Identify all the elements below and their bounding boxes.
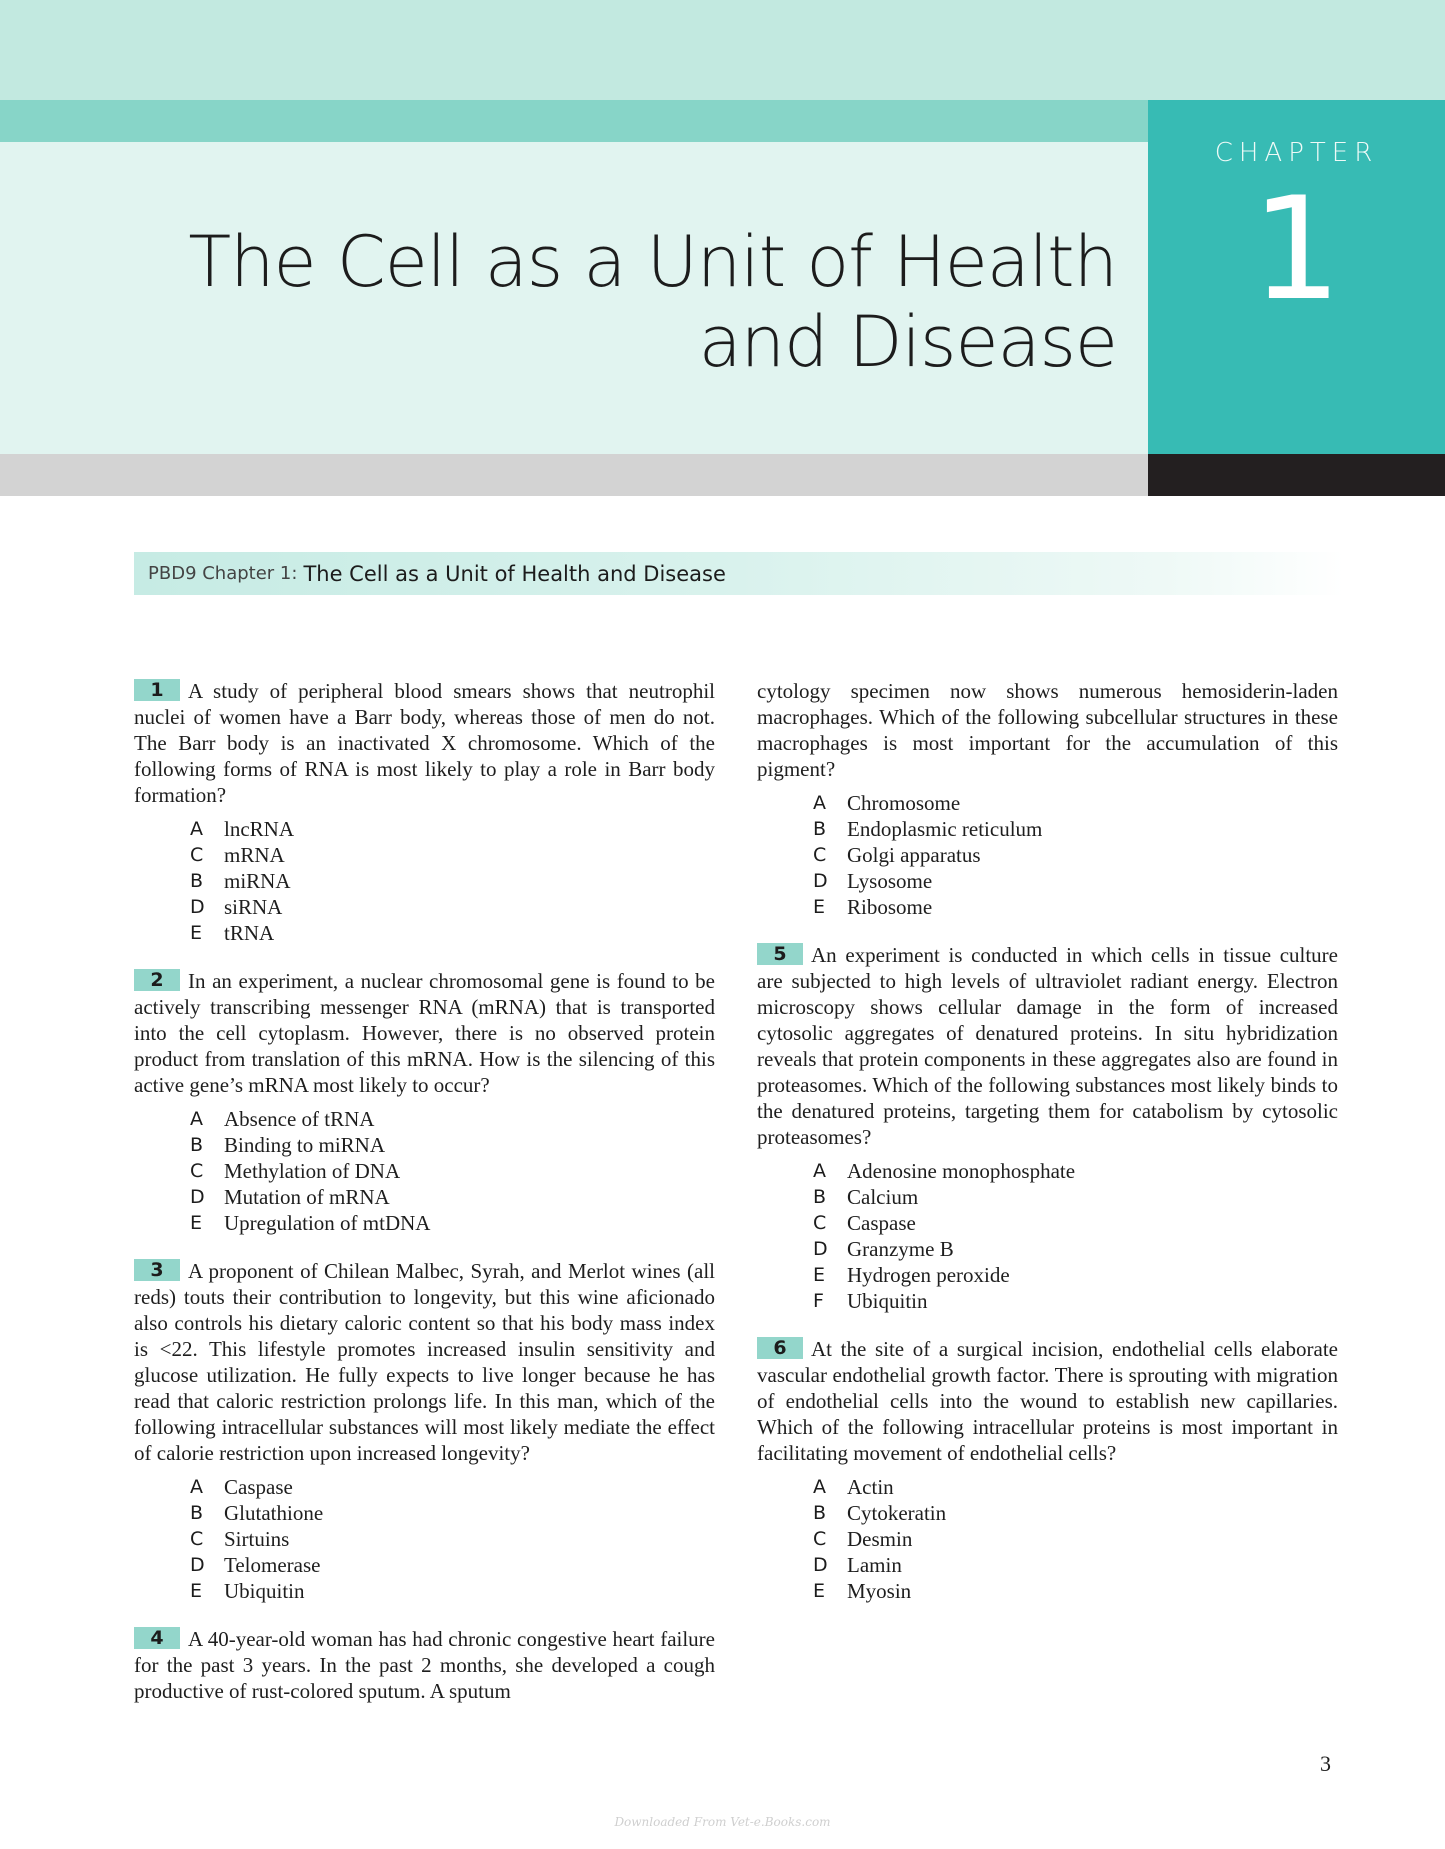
option-text: Ribosome [847,895,933,919]
option-text: Binding to miRNA [224,1133,386,1157]
question-4-continued [757,678,1338,920]
option-text: Absence of tRNA [224,1107,375,1131]
option-letter: A [190,1476,203,1498]
left-column [134,678,715,1726]
answer-option [813,1288,1338,1314]
option-letter: B [190,870,204,892]
answer-option [813,1552,1338,1578]
question-2 [134,968,715,1236]
question-number-badge: 5 [757,943,803,965]
question-text [757,1336,1338,1466]
answer-option [813,1262,1338,1288]
option-text: Sirtuins [224,1527,290,1551]
question-number-badge: 6 [757,1337,803,1359]
question-number-badge: 1 [134,679,180,701]
option-letter: B [813,1186,827,1208]
option-text: Golgi apparatus [847,843,981,867]
answer-option [190,1552,715,1578]
option-text: Upregulation of mtDNA [224,1211,431,1235]
question-3 [134,1258,715,1604]
answer-option [190,1500,715,1526]
answer-option [190,816,715,842]
answer-options [813,1474,1338,1604]
option-letter: B [813,1502,827,1524]
question-text [134,678,715,808]
question-stem: A proponent of Chilean Malbec, Syrah, and Merlot wines (all reds) touts their contribution to longevity, but this wine aficionado also controls his dietary caloric content so that his body mass index is <22. This lifestyle promotes increased insulin sensitivity and glucose utilization. He fully expects to live longer because he has read that caloric restriction prolongs life. In this man, which of the following intracellular substances will most likely mediate the effect of calorie restriction upon increased longevity? [134,1259,715,1465]
chapter-title [188,222,1117,382]
chapter-box-footer [1148,454,1445,496]
question-stem: An experiment is conducted in which cells in tissue culture are subjected to high levels of ultraviolet radiant energy. Electron microscopy shows cellular damage in the form of increased cytosolic aggregates of denatured proteins. In situ hybridization reveals that protein components in these aggregates also are found in proteasomes. Which of the following substances most likely binds to the denatured proteins, targeting them for catabolism by cytosolic proteasomes? [757,943,1338,1149]
watermark: Downloaded From Vet-e.Books.com [614,1815,831,1829]
answer-option [190,894,715,920]
question-4 [134,1626,715,1704]
reference-prefix: PBD9 Chapter 1: [148,563,298,584]
option-letter: D [190,1186,205,1208]
option-text: Endoplasmic reticulum [847,817,1043,841]
option-letter: E [813,1580,826,1602]
answer-option [190,1210,715,1236]
answer-option [190,920,715,946]
option-text: Ubiquitin [224,1579,305,1603]
option-text: Calcium [847,1185,919,1209]
option-letter: C [813,1528,827,1550]
option-letter: C [190,1528,204,1550]
page-number: 3 [1320,1751,1331,1776]
question-number-badge: 4 [134,1627,180,1649]
question-stem: At the site of a surgical incision, endothelial cells elaborate vascular endothelial growth factor. There is sprouting with migration of endothelial cells into the wound to establish new capillaries. Which of the following intracellular proteins is most important in facilitating movement of endothelial cells? [757,1337,1338,1465]
answer-option [813,1184,1338,1210]
option-letter: A [813,1476,826,1498]
chapter-title-line-2: and Disease [698,301,1117,383]
option-letter: E [190,922,203,944]
answer-option [813,816,1338,842]
header-top-band [0,0,1445,100]
answer-option [190,1158,715,1184]
option-text: Myosin [847,1579,912,1603]
answer-option [813,868,1338,894]
option-text: Methylation of DNA [224,1159,401,1183]
answer-option [190,1578,715,1604]
answer-options [190,1106,715,1236]
answer-option [813,842,1338,868]
option-letter: D [813,1238,828,1260]
chapter-label: CHAPTER [1214,138,1379,168]
option-letter: D [813,870,828,892]
question-1 [134,678,715,946]
option-letter: C [190,844,204,866]
answer-option [190,868,715,894]
answer-option [813,1210,1338,1236]
option-letter: B [190,1134,204,1156]
option-text: Telomerase [224,1553,321,1577]
question-number-badge: 2 [134,969,180,991]
answer-option [190,1132,715,1158]
option-letter: A [190,1108,203,1130]
option-letter: D [813,1554,828,1576]
option-text: Glutathione [224,1501,324,1525]
question-6 [757,1336,1338,1604]
question-number-badge: 3 [134,1259,180,1281]
option-letter: C [813,1212,827,1234]
option-letter: E [190,1580,203,1602]
chapter-reference-bar [134,552,1344,595]
question-stem: A study of peripheral blood smears shows that neutrophil nuclei of women have a Barr body, whereas those of men do not. The Barr body is an inactivated X chromosome. Which of the following forms of RNA is most likely to play a role in Barr body formation? [134,679,715,807]
question-stem-continued: cytology specimen now shows numerous hemosiderin-laden macrophages. Which of the following subcellular structures in these macrophages is most important for the accumulation of this pigment? [757,679,1338,781]
chapter-title-line-1: The Cell as a Unit of Health [188,221,1117,303]
answer-option [813,1474,1338,1500]
option-text: tRNA [224,921,275,945]
question-text [134,1626,715,1704]
answer-option [813,894,1338,920]
question-stem: In an experiment, a nuclear chromosomal gene is found to be actively transcribing messenger RNA (mRNA) that is transported into the cell cytoplasm. However, there is no observed protein product from translation of this mRNA. How is the silencing of this active gene’s mRNA most likely to occur? [134,969,715,1097]
answer-option [190,842,715,868]
option-text: Lysosome [847,869,933,893]
option-letter: A [190,818,203,840]
option-letter: D [190,1554,205,1576]
question-stem: A 40-year-old woman has had chronic congestive heart failure for the past 3 years. In the past 2 months, she developed a cough productive of rust-colored sputum. A sputum [134,1627,715,1703]
header-stripe [0,100,1148,142]
option-letter: A [813,792,826,814]
option-text: Adenosine monophosphate [847,1159,1076,1183]
option-text: miRNA [224,869,291,893]
option-text: lncRNA [224,817,294,841]
option-letter: C [813,844,827,866]
option-text: Ubiquitin [847,1289,928,1313]
header-gray-band [0,454,1148,496]
chapter-number: 1 [1251,167,1342,332]
answer-options [190,816,715,946]
option-letter: F [813,1290,824,1312]
answer-option [190,1184,715,1210]
option-text: mRNA [224,843,285,867]
option-text: Caspase [847,1211,916,1235]
option-letter: C [190,1160,204,1182]
answer-options [813,790,1338,920]
option-letter: B [190,1502,204,1524]
option-text: Caspase [224,1475,293,1499]
answer-option [190,1106,715,1132]
reference-title: The Cell as a Unit of Health and Disease [303,561,726,586]
option-letter: E [813,896,826,918]
option-letter: A [813,1160,826,1182]
answer-option [813,790,1338,816]
question-text [134,968,715,1098]
option-text: Chromosome [847,791,961,815]
option-letter: D [190,896,205,918]
answer-options [190,1474,715,1604]
option-text: Cytokeratin [847,1501,947,1525]
answer-option [190,1474,715,1500]
answer-option [813,1158,1338,1184]
option-text: Granzyme B [847,1237,954,1261]
question-text [757,942,1338,1150]
answer-option [190,1526,715,1552]
option-letter: B [813,818,827,840]
answer-option [813,1236,1338,1262]
option-text: Lamin [847,1553,902,1577]
option-letter: E [190,1212,203,1234]
option-text: Mutation of mRNA [224,1185,390,1209]
answer-option [813,1578,1338,1604]
question-5 [757,942,1338,1314]
answer-option [813,1526,1338,1552]
question-text [134,1258,715,1466]
right-column [757,678,1338,1626]
option-text: Desmin [847,1527,913,1551]
option-letter: E [813,1264,826,1286]
option-text: Actin [847,1475,894,1499]
option-text: Hydrogen peroxide [847,1263,1010,1287]
answer-option [813,1500,1338,1526]
answer-options [813,1158,1338,1314]
option-text: siRNA [224,895,283,919]
